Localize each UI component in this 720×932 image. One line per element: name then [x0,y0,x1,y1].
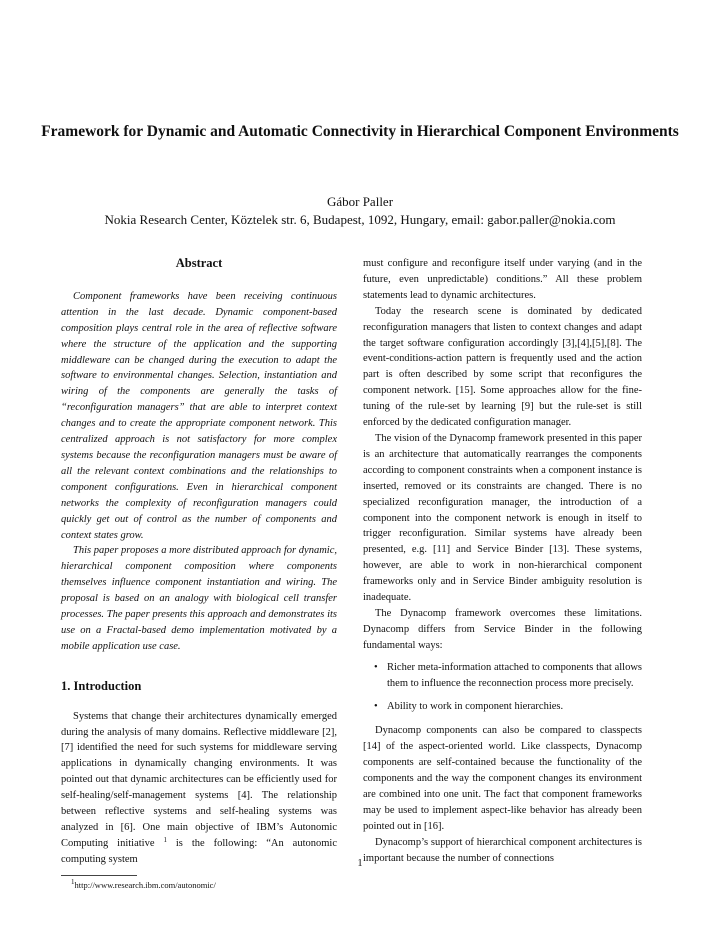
continuation-paragraph: must configure and reconfigure itself under varying (and in the future, even unpredictable) conditions.” All these problem statements lead to dynamic architectures. [363,258,642,301]
footnote [61,879,337,891]
left-column [61,256,337,891]
intro-text-end: is the following: “An autonomic computing system [61,837,337,865]
bullet-icon: • [374,661,378,673]
bullet-icon: • [374,701,378,713]
paper-title: Framework for Dynamic and Automatic Connectivity in Hierarchical Component Environments [41,123,679,140]
abstract-heading: Abstract [175,256,223,270]
author-affiliation: Nokia Research Center, Köztelek str. 6, Budapest, 1092, Hungary, email: gabor.paller@nokia.com [104,212,616,227]
author-block [20,193,700,229]
abstract-paragraph: Component frameworks have been receiving continuous attention in the last decade. Dynamic component-based composition plays central role in the area of reflective software where the structure of the application and the supporting middleware can be changed during the execution to adapt the software to environmental changes. Selection, instantiation and wiring of the components are generally the tasks of “reconfiguration managers” that are able to interpret context changes and to create the appropriate component network. This centralized approach is not satisfactory for more complex systems because the reconfiguration managers must be aware of all the relevant context combinations and the relationships to component configurations. Even in hierarchical component networks the complexity of reconfiguration managers could quickly get out of control as the number of components and context states grow. [61,290,337,541]
feature-list [363,660,642,716]
footnote-url: http://www.research.ibm.com/autonomic/ [74,879,216,890]
author-name: Gábor Paller [326,194,394,209]
list-item [374,699,642,715]
body-paragraph: Today the research scene is dominated by dedicated reconfiguration managers that listen to context changes and adapt the target software configuration accordingly [3],[4],[5],[8]. The event-conditions-action pattern is frequently used and the action part is often described by some script that reconfigures the component network. [15]. Some approaches allow for the fine-tuning of the rule-set by learning [9] but the rule-set is still enforced by the dedicated configuration manager. [363,305,642,429]
list-item [374,660,642,692]
footnote-rule [61,875,137,876]
section-heading-introduction: 1. Introduction [61,678,142,693]
list-item-text: Ability to work in component hierarchies. [387,701,564,713]
body-paragraph: Dynacomp’s support of hierarchical component architectures is important because the number of connections [363,836,642,864]
footnote-mark: 1 [71,877,75,886]
body-paragraph: Dynacomp components can also be compared to classpects [14] of the aspect-oriented world. Like classpects, Dynacomp components are self-contained because the functionality of the components and the way the component changes its environment are combined into one unit. The fact that component frameworks may be used to implement aspect-like behavior has already been pointed out in [16]. [363,725,642,832]
introduction-paragraph [61,709,337,868]
page-number: 1 [357,858,363,869]
intro-text-start: Systems that change their architectures dynamically emerged during the analysis of many domains. Reflective middleware [2],[7] identified the need for such systems for middleware serving applications in dynamically changing environments. It was pointed out that dynamic architectures can be efficiently used for self-healing/self-management systems [4]. The relationship between reflective systems and self-healing systems was analyzed in [6]. One main objective of IBM’s Autonomic Computing initiative [61,710,337,849]
body-paragraph: The Dynacomp framework overcomes these limitations. Dynacomp differs from Service Binder in the following fundamental ways: [363,607,642,651]
abstract-paragraph: This paper proposes a more distributed approach for dynamic, hierarchical component composition where components themselves influence component instantiation and wiring. The proposal is based on an analogy with biological cell transfer processes. The paper presents this approach and demonstrates its use on a Fractal-based demo implementation motivated by a mobile application use case. [61,545,337,652]
list-item-text: Richer meta-information attached to components that allows them to influence the reconnection process more precisely. [387,661,642,689]
footnote-marker: 1 [163,835,167,844]
right-column [363,256,642,867]
body-paragraph: The vision of the Dynacomp framework presented in this paper is an architecture that automatically rearranges the components according to component constraints when a component instance is inserted, removed or its constraints are changed. There is no specialized reconfiguration manager, the introduction of a component into the component network is enough in itself to trigger reconfiguration. Similar systems have already been presented, e.g. [11] and Service Binder [13]. These systems, however, are able to work in non-hierarchical component frameworks only and in Service Binder ambiguity resolution is inadequate. [363,432,642,604]
